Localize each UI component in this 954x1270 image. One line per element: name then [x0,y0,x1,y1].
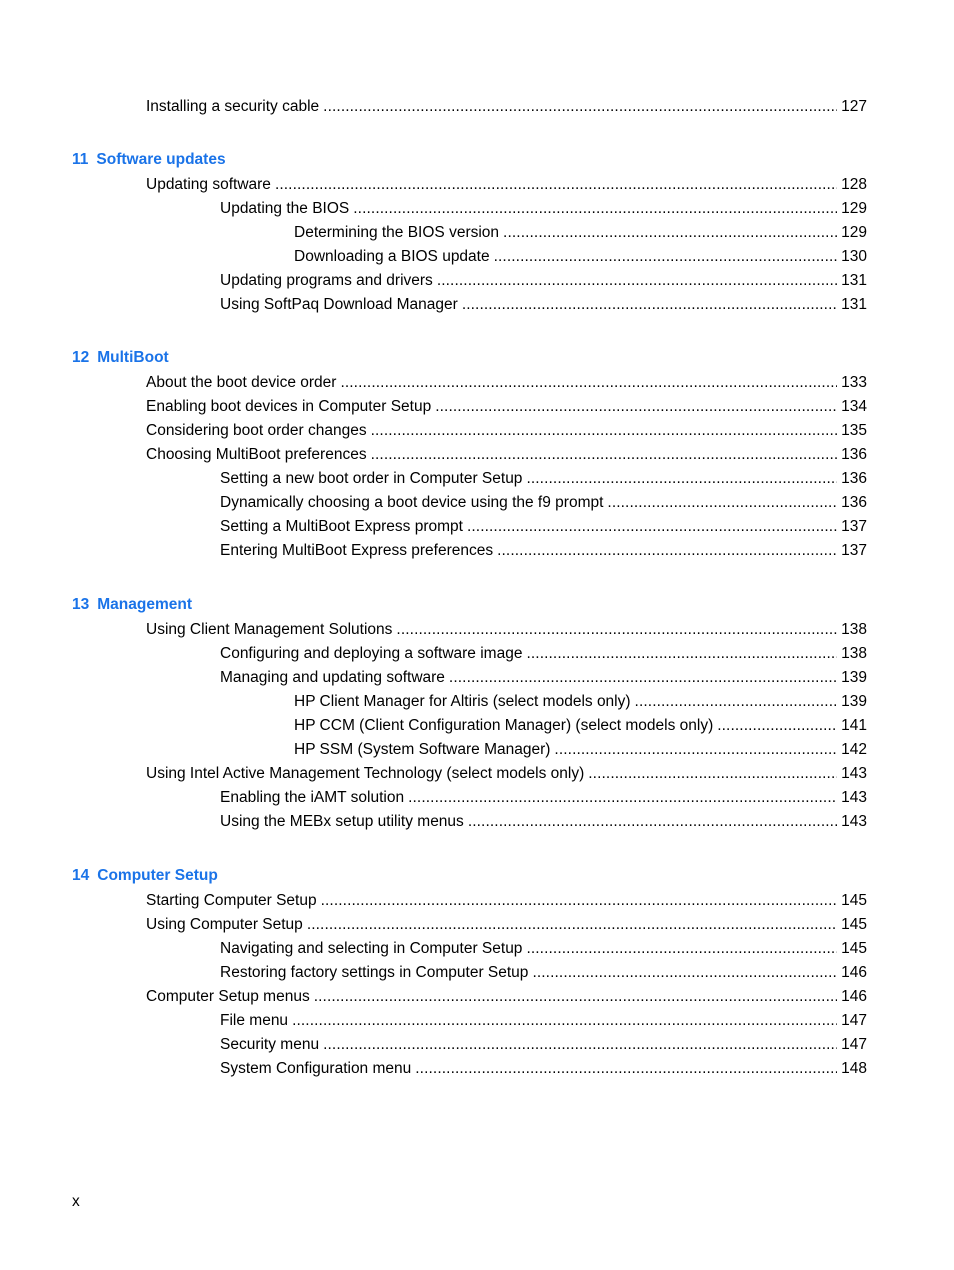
dot-leader [526,644,837,664]
toc-entry-title: HP CCM (Client Configuration Manager) (select models only) [294,717,714,734]
toc-page-number: 141 [841,717,867,734]
dot-leader [449,668,837,688]
toc-entry-title: Downloading a BIOS update [294,248,490,265]
toc-page-number: 147 [841,1012,867,1029]
dot-leader [607,493,837,513]
toc-page-number: 129 [841,200,867,217]
chapter-number: 12 [72,349,90,366]
toc-entry[interactable] [294,716,867,736]
toc-entry-title: Installing a security cable [146,98,320,115]
toc-entry[interactable] [220,963,867,983]
toc-page-number: 143 [841,765,867,782]
toc-entry-title: About the boot device order [146,374,337,391]
dot-leader [588,764,837,784]
toc-entry[interactable] [220,644,867,664]
toc-entry[interactable] [220,295,867,315]
toc-entry-title: Updating software [146,176,271,193]
toc-entry-title: Configuring and deploying a software image [220,645,523,662]
dot-leader [396,620,837,640]
chapter-number: 11 [72,151,89,168]
chapter-number: 14 [72,867,90,884]
toc-entry-title: Choosing MultiBoot preferences [146,446,367,463]
toc-entry-title: Using Intel Active Management Technology (select models only) [146,765,585,782]
chapter-title: Management [97,596,192,613]
toc-entry-title: Dynamically choosing a boot device using the f9 prompt [220,494,604,511]
dot-leader [717,716,837,736]
dot-leader [408,788,837,808]
toc-entry-title: Computer Setup menus [146,988,310,1005]
dot-leader [323,97,837,117]
toc-entry[interactable] [146,891,867,911]
toc-page-number: 136 [841,446,867,463]
dot-leader [554,740,837,760]
toc-page-number: 139 [841,693,867,710]
toc-page-number: 131 [841,296,867,313]
toc-page-number: 145 [841,892,867,909]
toc-entry[interactable] [220,1011,867,1031]
toc-entry-title: Using the MEBx setup utility menus [220,813,464,830]
dot-leader [532,963,837,983]
toc-page-number: 147 [841,1036,867,1053]
toc-entry[interactable] [146,397,867,417]
toc-page-number: 134 [841,398,867,415]
toc-entry[interactable] [294,692,867,712]
toc-entry-title: HP Client Manager for Altiris (select models only) [294,693,631,710]
toc-page-number: 133 [841,374,867,391]
toc-entry-title: Updating the BIOS [220,200,350,217]
dot-leader [526,939,837,959]
dot-leader [497,541,837,561]
toc-entry-title: Enabling boot devices in Computer Setup [146,398,432,415]
toc-entry[interactable] [146,421,867,441]
toc-page-number: 143 [841,789,867,806]
toc-page-number: 128 [841,176,867,193]
toc-page-number: 137 [841,542,867,559]
toc-entry[interactable] [294,223,867,243]
dot-leader [503,223,837,243]
toc-entry[interactable] [220,493,867,513]
toc-entry[interactable] [220,939,867,959]
toc-page-number: 131 [841,272,867,289]
dot-leader [468,812,837,832]
toc-entry[interactable] [146,445,867,465]
chapter-heading[interactable] [72,866,218,886]
toc-entry[interactable] [294,247,867,267]
toc-page-number: 136 [841,470,867,487]
dot-leader [340,373,837,393]
toc-page-number: 145 [841,940,867,957]
toc-entry[interactable] [220,668,867,688]
toc-entry[interactable] [220,199,867,219]
toc-entry[interactable] [220,812,867,832]
dot-leader [371,421,838,441]
toc-entry[interactable] [220,788,867,808]
toc-entry[interactable] [146,915,867,935]
dot-leader [307,915,837,935]
toc-page-number: 139 [841,669,867,686]
dot-leader [371,445,838,465]
toc-entry[interactable] [220,1035,867,1055]
toc-entry-title: Updating programs and drivers [220,272,433,289]
toc-entry-title: Using SoftPaq Download Manager [220,296,458,313]
chapter-heading[interactable] [72,348,169,368]
toc-entry[interactable] [146,175,867,195]
toc-page-number: 146 [841,964,867,981]
toc-entry[interactable] [220,517,867,537]
toc-entry-title: Entering MultiBoot Express preferences [220,542,494,559]
dot-leader [415,1059,837,1079]
toc-entry-title: File menu [220,1012,289,1029]
dot-leader [275,175,837,195]
toc-page-number: 142 [841,741,867,758]
dot-leader [526,469,837,489]
chapter-heading[interactable] [72,150,226,170]
dot-leader [467,517,837,537]
toc-entry[interactable] [146,373,867,393]
toc-entry-title: Security menu [220,1036,320,1053]
chapter-title: Software updates [96,151,226,168]
toc-entry-title: Starting Computer Setup [146,892,317,909]
dot-leader [462,295,837,315]
toc-page-number: 129 [841,224,867,241]
page-folio: x [72,1193,80,1210]
dot-leader [494,247,838,267]
dot-leader [437,271,837,291]
toc-entry[interactable] [294,740,867,760]
toc-page-number: 148 [841,1060,867,1077]
dot-leader [435,397,837,417]
toc-page-number: 143 [841,813,867,830]
dot-leader [323,1035,837,1055]
dot-leader [314,987,837,1007]
toc-page-number: 136 [841,494,867,511]
dot-leader [635,692,838,712]
toc-page-number: 146 [841,988,867,1005]
toc-entry[interactable] [146,764,867,784]
dot-leader [321,891,838,911]
chapter-heading[interactable] [72,595,192,615]
dot-leader [292,1011,837,1031]
toc-page-number: 127 [841,98,867,115]
toc-entry-title: System Configuration menu [220,1060,412,1077]
toc-entry[interactable] [220,469,867,489]
toc-entry-title: Using Client Management Solutions [146,621,393,638]
toc-entry-title: Managing and updating software [220,669,445,686]
dot-leader [353,199,837,219]
toc-entry-title: Restoring factory settings in Computer Setup [220,964,529,981]
toc-page-number: 135 [841,422,867,439]
toc-entry-title: Determining the BIOS version [294,224,500,241]
toc-page-number: 137 [841,518,867,535]
chapter-title: MultiBoot [97,349,169,366]
toc-page-number: 145 [841,916,867,933]
toc-entry[interactable] [220,541,867,561]
toc-entry-title: Considering boot order changes [146,422,367,439]
chapter-title: Computer Setup [97,867,218,884]
toc-entry-title: Setting a MultiBoot Express prompt [220,518,463,535]
toc-entry[interactable] [146,97,867,117]
toc-entry-title: Navigating and selecting in Computer Setup [220,940,523,957]
chapter-number: 13 [72,596,90,613]
toc-page-number: 138 [841,621,867,638]
toc-entry[interactable] [146,987,867,1007]
toc-page-number: 130 [841,248,867,265]
toc-entry-title: Setting a new boot order in Computer Setup [220,470,523,487]
toc-entry-title: Using Computer Setup [146,916,303,933]
toc-entry[interactable] [146,620,867,640]
toc-entry-title: Enabling the iAMT solution [220,789,405,806]
toc-entry[interactable] [220,1059,867,1079]
toc-entry-title: HP SSM (System Software Manager) [294,741,551,758]
toc-page-number: 138 [841,645,867,662]
toc-entry[interactable] [220,271,867,291]
